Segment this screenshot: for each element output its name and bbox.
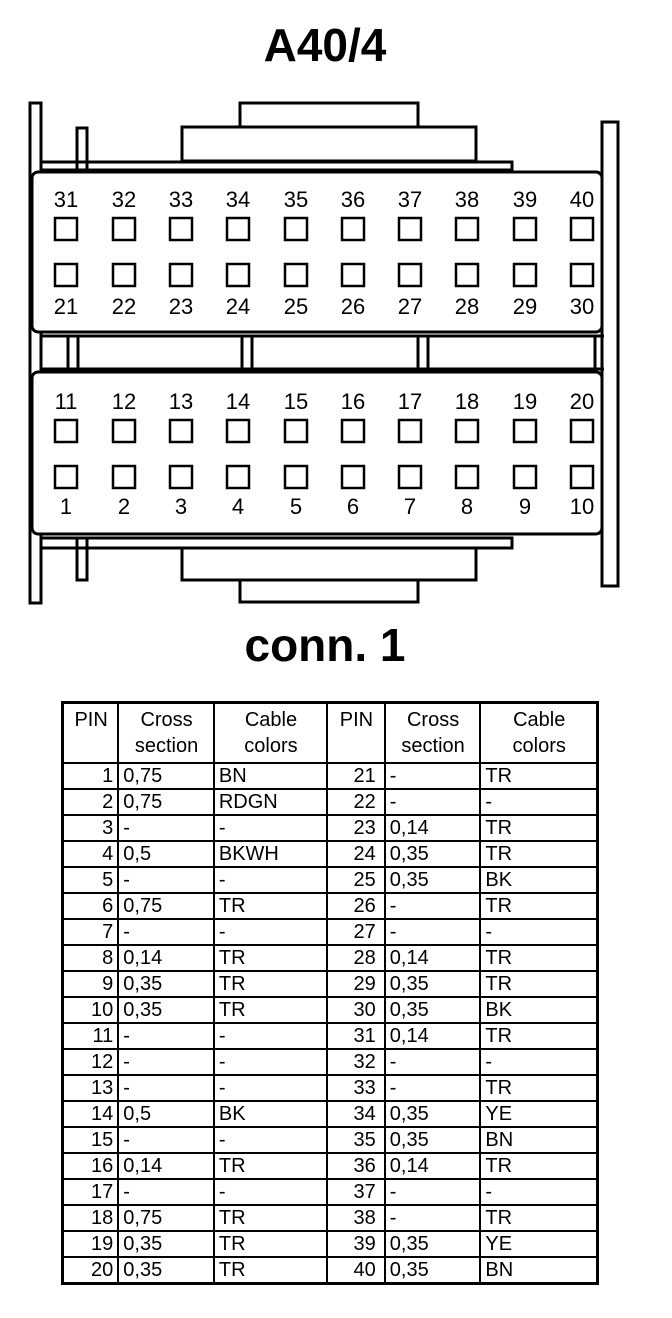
pin-socket (170, 264, 192, 286)
header-cable-colors (214, 703, 327, 764)
pin-label: 26 (340, 294, 366, 319)
cross-section: 0,35 (385, 1101, 481, 1127)
pin-number: 3 (63, 815, 119, 841)
cross-section: 0,14 (118, 1153, 214, 1179)
pin-number: 24 (327, 841, 385, 867)
cable-color: BN (480, 1127, 597, 1153)
pin-socket (342, 218, 364, 240)
header-cable-line1: Cable (244, 709, 298, 731)
cable-color: TR (480, 971, 597, 997)
cable-color: - (214, 867, 327, 893)
cross-section: 0,5 (118, 841, 214, 867)
pin-number: 36 (327, 1153, 385, 1179)
cable-color: TR (214, 997, 327, 1023)
header-cable-line2: colors (512, 735, 566, 757)
cross-section: 0,35 (385, 1127, 481, 1153)
pin-number: 22 (327, 789, 385, 815)
table-row (63, 1231, 598, 1257)
pin-socket (285, 218, 307, 240)
pin-label: 23 (168, 294, 194, 319)
table-row (63, 1127, 598, 1153)
cross-section: 0,35 (385, 841, 481, 867)
cross-section: - (385, 919, 481, 945)
cross-section: - (118, 1127, 214, 1153)
pin-socket (285, 420, 307, 442)
cross-section: - (118, 1179, 214, 1205)
pin-number: 33 (327, 1075, 385, 1101)
cable-color: TR (480, 1075, 597, 1101)
pin-number: 4 (63, 841, 119, 867)
pin-socket (342, 264, 364, 286)
table-row (63, 1075, 598, 1101)
table-row (63, 789, 598, 815)
cross-section: - (385, 763, 481, 789)
cable-color: TR (480, 763, 597, 789)
pin-number: 28 (327, 945, 385, 971)
cross-section: 0,14 (385, 1153, 481, 1179)
pin-number: 21 (327, 763, 385, 789)
cable-color: TR (480, 815, 597, 841)
pin-number: 17 (63, 1179, 119, 1205)
pin-number: 37 (327, 1179, 385, 1205)
pin-label: 17 (397, 389, 423, 414)
pin-socket (571, 420, 593, 442)
cross-section: - (385, 1205, 481, 1231)
connector-right-wall (602, 122, 618, 586)
pin-label: 27 (397, 294, 423, 319)
pin-label: 18 (454, 389, 480, 414)
table-row (63, 1257, 598, 1284)
pin-label: 29 (512, 294, 538, 319)
cross-section: 0,75 (118, 789, 214, 815)
cross-section: - (385, 893, 481, 919)
pin-socket (456, 264, 478, 286)
cross-section: - (118, 919, 214, 945)
pin-number: 35 (327, 1127, 385, 1153)
pin-socket (285, 466, 307, 488)
pin-label: 10 (569, 494, 595, 519)
cross-section: 0,35 (385, 1257, 481, 1284)
pin-socket (514, 264, 536, 286)
cable-color: TR (480, 841, 597, 867)
pin-label: 40 (569, 187, 595, 212)
cable-color: TR (214, 1231, 327, 1257)
cable-color: BK (214, 1101, 327, 1127)
pin-label: 38 (454, 187, 480, 212)
header-cross-line1: Cross (140, 709, 193, 731)
cable-color: TR (480, 1153, 597, 1179)
pin-label: 8 (460, 494, 474, 519)
pin-number: 1 (63, 763, 119, 789)
cross-section: 0,75 (118, 763, 214, 789)
cross-section: - (385, 1075, 481, 1101)
cable-color: - (214, 919, 327, 945)
pin-socket (571, 264, 593, 286)
pin-number: 19 (63, 1231, 119, 1257)
cross-section: - (118, 815, 214, 841)
table-row (63, 945, 598, 971)
pin-label: 12 (111, 389, 137, 414)
cable-color: - (214, 815, 327, 841)
cross-section: 0,75 (118, 893, 214, 919)
pin-label: 9 (518, 494, 532, 519)
pin-socket (342, 466, 364, 488)
pin-number: 32 (327, 1049, 385, 1075)
table-row (63, 919, 598, 945)
pin-number: 23 (327, 815, 385, 841)
header-cross-section (118, 703, 214, 764)
table-row (63, 841, 598, 867)
pin-socket (227, 218, 249, 240)
cable-color: TR (480, 893, 597, 919)
pin-socket (170, 420, 192, 442)
table-row (63, 1205, 598, 1231)
table-row (63, 1153, 598, 1179)
pin-label: 6 (346, 494, 360, 519)
pin-socket (399, 218, 421, 240)
pin-table (61, 701, 599, 1285)
header-pin: PIN (63, 703, 119, 764)
pin-number: 6 (63, 893, 119, 919)
pin-socket (399, 420, 421, 442)
pin-number: 29 (327, 971, 385, 997)
connector-label: conn. 1 (244, 619, 406, 671)
cross-section: 0,14 (385, 1023, 481, 1049)
table-row (63, 1179, 598, 1205)
table-row (63, 997, 598, 1023)
pin-label: 31 (53, 187, 79, 212)
connector-bottom-shoulder (182, 548, 476, 580)
cross-section: - (385, 1049, 481, 1075)
pin-label: 37 (397, 187, 423, 212)
cable-color: BN (480, 1257, 597, 1284)
header-pin-2: PIN (327, 703, 385, 764)
pin-socket (55, 218, 77, 240)
pin-number: 9 (63, 971, 119, 997)
pin-label: 39 (512, 187, 538, 212)
cable-color: BKWH (214, 841, 327, 867)
pin-label: 13 (168, 389, 194, 414)
cable-color: - (214, 1049, 327, 1075)
connector-top-shoulder (182, 127, 476, 161)
pin-socket (514, 420, 536, 442)
cable-color: - (214, 1023, 327, 1049)
pin-number: 20 (63, 1257, 119, 1284)
pin-label: 5 (289, 494, 303, 519)
pin-socket (227, 420, 249, 442)
cable-color: TR (480, 1205, 597, 1231)
header-cable-line2: colors (244, 735, 298, 757)
pin-number: 18 (63, 1205, 119, 1231)
cross-section: 0,35 (385, 971, 481, 997)
cable-color: BK (480, 997, 597, 1023)
pin-number: 10 (63, 997, 119, 1023)
cable-color: TR (214, 945, 327, 971)
cable-color: TR (214, 1205, 327, 1231)
cable-color: - (480, 919, 597, 945)
pin-label: 28 (454, 294, 480, 319)
cable-color: BN (214, 763, 327, 789)
pin-number: 31 (327, 1023, 385, 1049)
cable-color: TR (214, 971, 327, 997)
pin-number: 30 (327, 997, 385, 1023)
pin-label: 7 (403, 494, 417, 519)
pin-socket (55, 466, 77, 488)
cross-section: 0,35 (118, 997, 214, 1023)
pin-label: 25 (283, 294, 309, 319)
pin-socket (227, 264, 249, 286)
cross-section: 0,14 (385, 815, 481, 841)
pin-label: 33 (168, 187, 194, 212)
table-row (63, 867, 598, 893)
cross-section: 0,14 (118, 945, 214, 971)
header-cross-line1: Cross (406, 709, 460, 731)
cable-color: RDGN (214, 789, 327, 815)
connector-top-tab (240, 103, 418, 127)
pin-label: 36 (340, 187, 366, 212)
cross-section: 0,35 (118, 971, 214, 997)
pin-label: 15 (283, 389, 309, 414)
pin-socket (456, 218, 478, 240)
header-cable-line1: Cable (513, 709, 566, 731)
pin-socket (227, 466, 249, 488)
cable-color: - (480, 1179, 597, 1205)
pin-number: 39 (327, 1231, 385, 1257)
pin-number: 34 (327, 1101, 385, 1127)
pin-label: 16 (340, 389, 366, 414)
pin-number: 14 (63, 1101, 119, 1127)
table-row (63, 763, 598, 789)
cable-color: YE (480, 1101, 597, 1127)
connector-bottom-tab (240, 580, 418, 602)
pin-table-header (63, 703, 598, 764)
pin-label: 1 (59, 494, 73, 519)
pin-number: 11 (63, 1023, 119, 1049)
connector-left-latch-bottom (77, 538, 87, 580)
pin-number: 26 (327, 893, 385, 919)
cross-section: - (385, 1179, 481, 1205)
cable-color: YE (480, 1231, 597, 1257)
cable-color: BK (480, 867, 597, 893)
pin-socket (113, 420, 135, 442)
pin-socket (113, 218, 135, 240)
cable-color: - (214, 1075, 327, 1101)
pin-label: 19 (512, 389, 538, 414)
cable-color: TR (214, 893, 327, 919)
cross-section: - (385, 789, 481, 815)
cable-color: TR (214, 1153, 327, 1179)
pin-number: 7 (63, 919, 119, 945)
table-row (63, 1049, 598, 1075)
pin-number: 27 (327, 919, 385, 945)
pin-label: 35 (283, 187, 309, 212)
pin-socket (170, 466, 192, 488)
pin-label: 24 (225, 294, 251, 319)
pin-number: 15 (63, 1127, 119, 1153)
cable-color: TR (480, 945, 597, 971)
pin-number: 25 (327, 867, 385, 893)
header-cable-colors-2 (480, 703, 597, 764)
pin-socket (113, 466, 135, 488)
pin-socket (399, 264, 421, 286)
pin-number: 8 (63, 945, 119, 971)
cross-section: 0,35 (118, 1257, 214, 1284)
pin-number: 38 (327, 1205, 385, 1231)
pin-label: 34 (225, 187, 251, 212)
pin-socket (456, 420, 478, 442)
pin-label: 32 (111, 187, 137, 212)
pin-number: 40 (327, 1257, 385, 1284)
pin-socket (170, 218, 192, 240)
cross-section: 0,5 (118, 1101, 214, 1127)
pin-number: 13 (63, 1075, 119, 1101)
cross-section: 0,35 (385, 867, 481, 893)
pin-socket (571, 218, 593, 240)
pin-label: 30 (569, 294, 595, 319)
table-row (63, 971, 598, 997)
cable-color: - (480, 1049, 597, 1075)
header-cross-line2: section (401, 735, 465, 757)
table-row (63, 893, 598, 919)
cross-section: 0,35 (385, 1231, 481, 1257)
pin-label: 11 (54, 389, 78, 414)
connector-top-rail (40, 162, 512, 170)
cable-color: TR (480, 1023, 597, 1049)
cross-section: 0,35 (385, 997, 481, 1023)
pin-socket (399, 466, 421, 488)
pin-socket (113, 264, 135, 286)
cross-section: - (118, 1049, 214, 1075)
diagram-title: A40/4 (263, 19, 387, 71)
header-cross-line2: section (134, 735, 199, 757)
pin-label: 2 (117, 494, 131, 519)
cable-color: - (214, 1127, 327, 1153)
cross-section: - (118, 1023, 214, 1049)
cross-section: 0,75 (118, 1205, 214, 1231)
header-cross-section-2 (385, 703, 481, 764)
pin-label: 4 (231, 494, 245, 519)
cable-color: - (214, 1179, 327, 1205)
pin-socket (285, 264, 307, 286)
pin-label: 14 (225, 389, 251, 414)
cable-color: - (480, 789, 597, 815)
cable-color: TR (214, 1257, 327, 1284)
connector-left-latch-top (77, 128, 87, 170)
pin-label: 21 (53, 294, 79, 319)
cross-section: - (118, 1075, 214, 1101)
pin-socket (55, 264, 77, 286)
table-row (63, 815, 598, 841)
pin-number: 16 (63, 1153, 119, 1179)
pin-socket (514, 466, 536, 488)
pin-number: 2 (63, 789, 119, 815)
pin-number: 5 (63, 867, 119, 893)
table-row (63, 1101, 598, 1127)
pin-socket (514, 218, 536, 240)
pin-socket (55, 420, 77, 442)
pin-label: 3 (174, 494, 188, 519)
cross-section: 0,35 (118, 1231, 214, 1257)
pin-socket (342, 420, 364, 442)
pin-label: 22 (111, 294, 137, 319)
table-row (63, 1023, 598, 1049)
pin-socket (456, 466, 478, 488)
cross-section: 0,14 (385, 945, 481, 971)
pin-number: 12 (63, 1049, 119, 1075)
connector-drawing (0, 95, 650, 615)
pin-label: 20 (569, 389, 595, 414)
cross-section: - (118, 867, 214, 893)
pin-socket (571, 466, 593, 488)
